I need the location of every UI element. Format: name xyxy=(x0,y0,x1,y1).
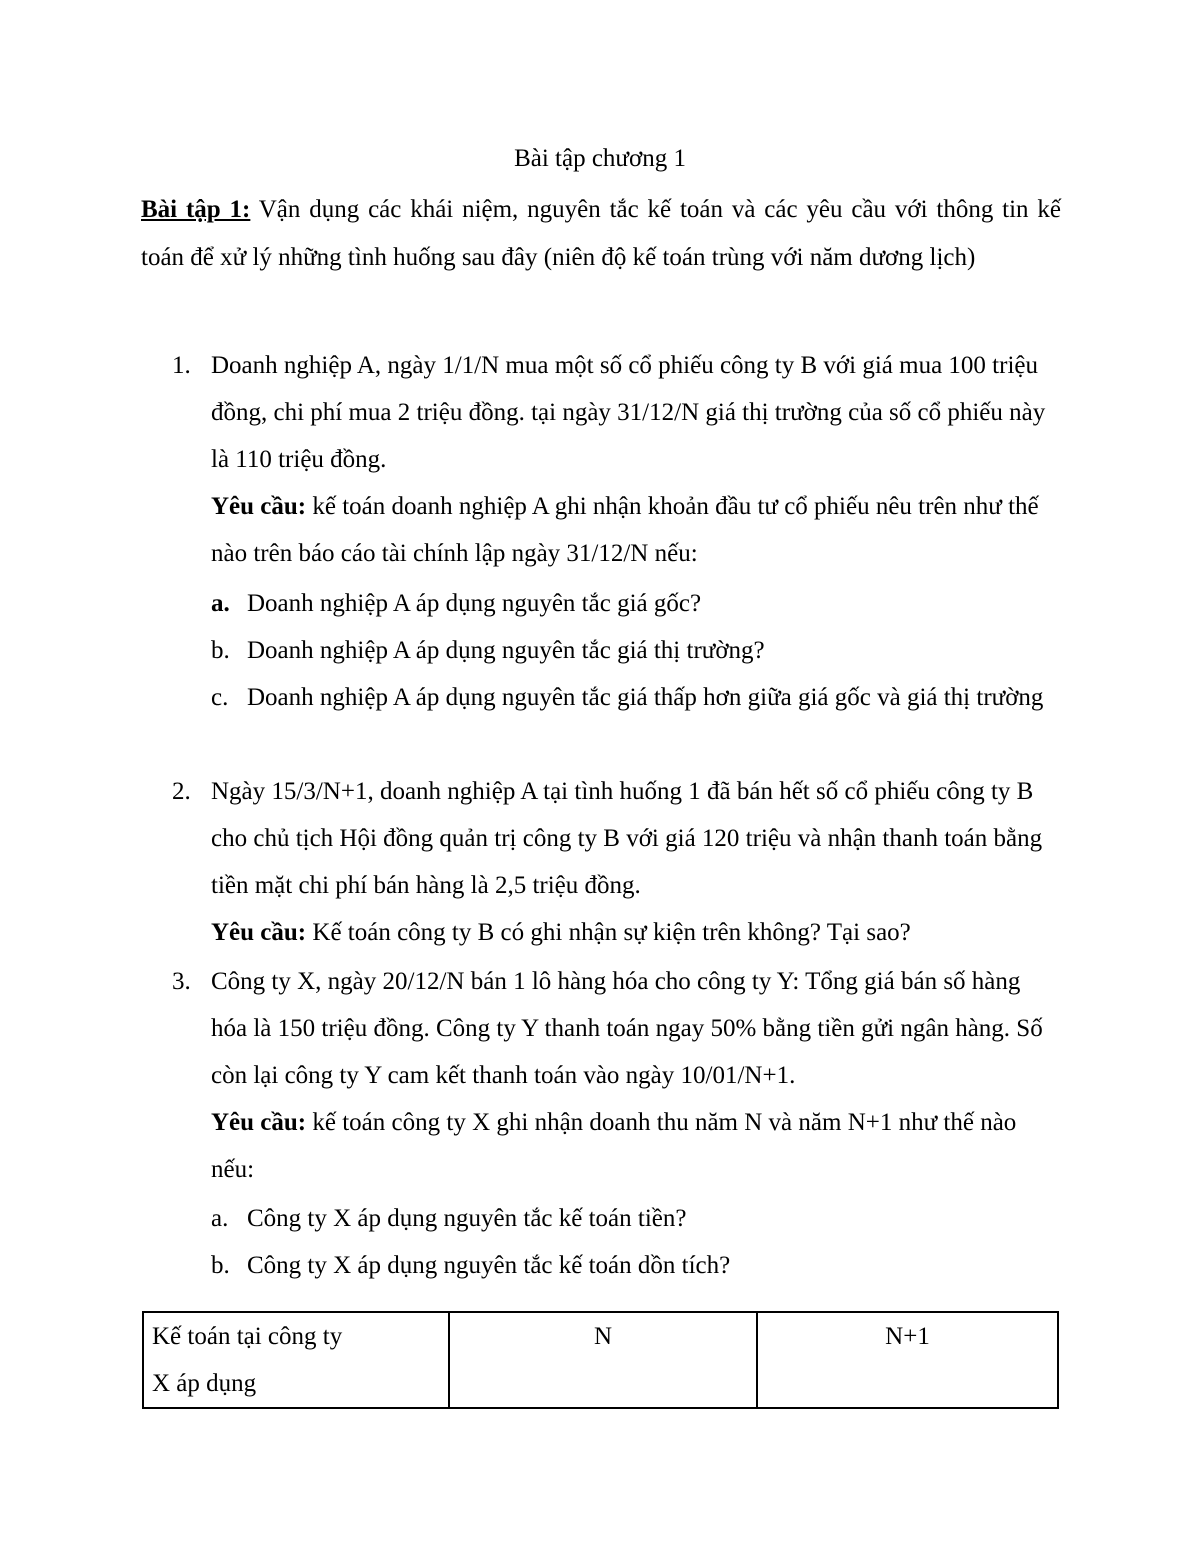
requirement-text: Kế toán công ty B có ghi nhận sự kiện trên không? Tại sao? xyxy=(306,919,911,946)
table-header-cell: N xyxy=(449,1312,757,1408)
list-number: 1. xyxy=(172,352,191,379)
item-description: Công ty X, ngày 20/12/N bán 1 lô hàng hóa cho công ty Y: Tổng giá bán số hàng hóa là 150 triệu đồng. Công ty Y thanh toán ngay 50% bằng tiền gửi ngân hàng. Số còn lại công ty Y cam kết thanh toán vào ngày 10/01/N+1. xyxy=(211,968,1043,1089)
requirement-text: kế toán doanh nghiệp A ghi nhận khoản đầu tư cổ phiếu nêu trên như thế nào trên báo cáo tài chính lập ngày 31/12/N nếu: xyxy=(211,493,1039,567)
sub-letter: b. xyxy=(211,1252,230,1279)
list-number: 2. xyxy=(172,778,191,805)
header-line: X áp dụng xyxy=(152,1370,257,1397)
requirement-text: kế toán công ty X ghi nhận doanh thu năm N và năm N+1 như thế nào nếu: xyxy=(211,1109,1017,1183)
sub-letter: c. xyxy=(211,684,229,711)
exercise-label: Bài tập 1: xyxy=(141,196,251,223)
list-item-text xyxy=(211,958,1061,1193)
item-description: Ngày 15/3/N+1, doanh nghiệp A tại tình huống 1 đã bán hết số cổ phiếu công ty B cho chủ tịch Hội đồng quản trị công ty B với giá 120 triệu và nhận thanh toán bằng tiền mặt chi phí bán hàng là 2,5 triệu đồng. xyxy=(211,778,1043,899)
item-description: Doanh nghiệp A, ngày 1/1/N mua một số cổ phiếu công ty B với giá mua 100 triệu đồng, chi phí mua 2 triệu đồng. tại ngày 31/12/N giá thị trường của số cổ phiếu này là 110 triệu đồng. xyxy=(211,352,1046,473)
list-item-text xyxy=(211,342,1061,577)
table-header-cell xyxy=(143,1312,449,1408)
exercise-intro-text: Vận dụng các khái niệm, nguyên tắc kế toán và các yêu cầu với thông tin kế toán để xử lý những tình huống sau đây (niên độ kế toán trùng với năm dương lịch) xyxy=(141,196,1061,271)
list-item-text xyxy=(211,768,1061,956)
sub-letter: b. xyxy=(211,637,230,664)
requirement-label: Yêu cầu: xyxy=(211,919,307,946)
requirement-label: Yêu cầu: xyxy=(211,1109,307,1136)
list-number: 3. xyxy=(172,968,191,995)
sub-text: Doanh nghiệp A áp dụng nguyên tắc giá thị trường? xyxy=(247,637,765,664)
table-header-cell: N+1 xyxy=(757,1312,1058,1408)
sub-text: Doanh nghiệp A áp dụng nguyên tắc giá thấp hơn giữa giá gốc và giá thị trường xyxy=(247,684,1044,711)
revenue-table xyxy=(142,1311,1059,1409)
sub-letter: a. xyxy=(211,590,230,617)
table-row xyxy=(143,1312,1058,1408)
document-title: Bài tập chương 1 xyxy=(514,145,686,172)
requirement-label: Yêu cầu: xyxy=(211,493,307,520)
header-line: Kế toán tại công ty xyxy=(152,1323,343,1350)
exercise-intro xyxy=(141,186,1061,282)
sub-text: Doanh nghiệp A áp dụng nguyên tắc giá gốc? xyxy=(247,590,702,617)
sub-text: Công ty X áp dụng nguyên tắc kế toán tiền? xyxy=(247,1205,687,1232)
sub-letter: a. xyxy=(211,1205,229,1232)
sub-text: Công ty X áp dụng nguyên tắc kế toán dồn tích? xyxy=(247,1252,731,1279)
